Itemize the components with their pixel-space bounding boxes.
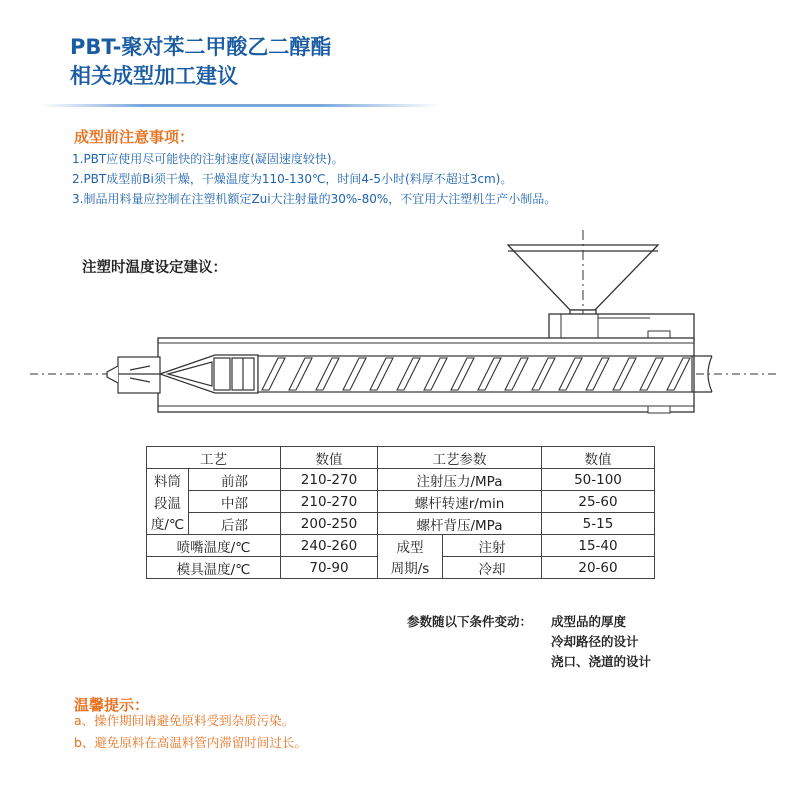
parameter-table [146, 446, 655, 579]
cycle-label: 周期/s [378, 557, 443, 579]
barrel-zone: 后部 [189, 513, 281, 535]
pre-molding-note: 3.制品用料量应控制在注塑机额定Zui大注射量的30%-80%，不宜用大注塑机生产小制品。 [72, 192, 557, 206]
table-cell: 20-60 [542, 557, 655, 579]
condition-item: 成型品的厚度 [551, 614, 627, 629]
table-cell: 210-270 [281, 491, 378, 513]
pre-molding-note: 1.PBT应使用尽可能快的注射速度(凝固速度较快)。 [72, 152, 344, 166]
table-header: 数值 [281, 447, 378, 469]
barrel-label: 段温 [147, 491, 189, 513]
nozzle [107, 357, 160, 393]
barrel-zone: 前部 [189, 469, 281, 491]
table-cell: 210-270 [281, 469, 378, 491]
mold-label: 模具温度/℃ [147, 557, 281, 579]
pre-molding-title: 成型前注意事项： [74, 128, 195, 146]
temperature-heading: 注塑时温度设定建议： [82, 260, 227, 276]
table-cell: 5-15 [542, 513, 655, 535]
barrel-label: 料筒 [147, 469, 189, 491]
table-header: 工艺 [147, 447, 281, 469]
param-label: 注射压力/MPa [378, 469, 542, 491]
table-cell: 240-260 [281, 535, 378, 557]
cycle-row-label: 冷却 [443, 557, 542, 579]
table-header: 工艺参数 [378, 447, 542, 469]
tip-item: b、避免原料在高温料管内滞留时间过长。 [74, 735, 307, 750]
tips-title: 温馨提示： [74, 696, 150, 714]
table-cell: 15-40 [542, 535, 655, 557]
nozzle-label: 喷嘴温度/℃ [147, 535, 281, 557]
pre-molding-note: 2.PBT成型前Bi须干燥，干燥温度为110-130℃，时间4-5小时(料厚不超过3cm)。 [72, 172, 513, 186]
barrel-label: 度/℃ [147, 513, 189, 535]
page-title-line1: PBT-聚对苯二甲酸乙二醇酯 [70, 35, 332, 59]
table-header: 数值 [542, 447, 655, 469]
param-label: 螺杆背压/MPa [378, 513, 542, 535]
cycle-row-label: 注射 [443, 535, 542, 557]
bolt-bottom [648, 406, 670, 413]
table-cell: 200-250 [281, 513, 378, 535]
page-title-line2: 相关成型加工建议 [70, 64, 238, 88]
condition-item: 浇口、浇道的设计 [551, 654, 652, 669]
barrel-zone: 中部 [189, 491, 281, 513]
table-cell: 50-100 [542, 469, 655, 491]
cycle-label: 成型 [378, 535, 443, 557]
table-cell: 25-60 [542, 491, 655, 513]
table-cell: 70-90 [281, 557, 378, 579]
bolt-top [648, 331, 670, 338]
tip-item: a、操作期间请避免原料受到杂质污染。 [74, 713, 295, 728]
param-label: 螺杆转速r/min [378, 491, 542, 513]
condition-item: 冷却路径的设计 [551, 634, 639, 649]
conditions-label: 参数随以下条件变动： [407, 614, 533, 629]
